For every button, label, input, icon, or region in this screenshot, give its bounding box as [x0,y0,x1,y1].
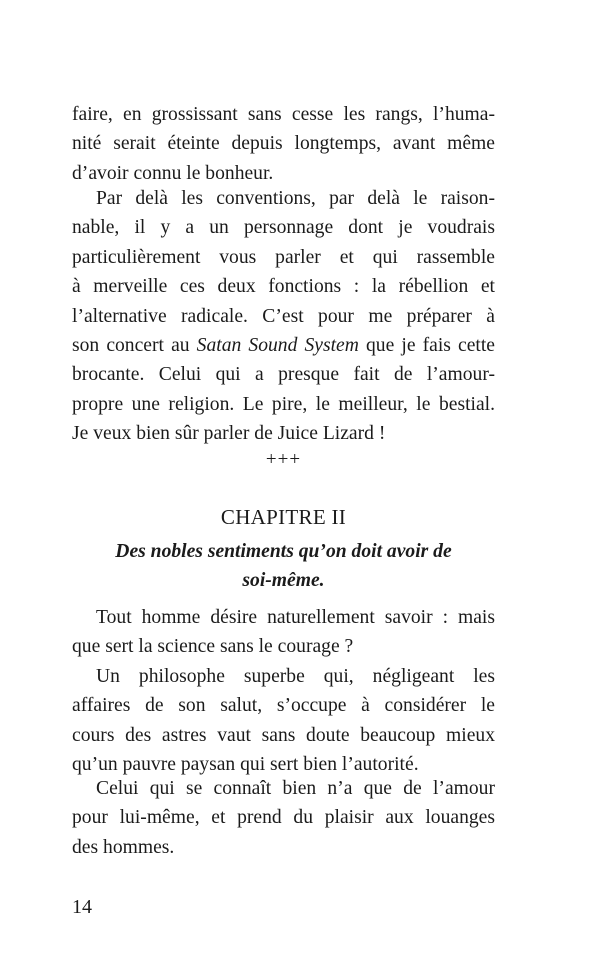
page-number: 14 [72,896,92,918]
text-line: Un philosophe superbe qui, négligeant les [96,666,495,687]
paragraph-amour [72,774,495,862]
subtitle-line: Des nobles sentiments qu’on doit avoir de [115,541,452,562]
chapter-title: CHAPITRE II [220,505,347,529]
subtitle-line: soi-même. [242,570,325,592]
text-line: Je veux bien sûr parler de Juice Lizard ! [72,423,386,445]
text-line: Celui qui se connaît bien n’a que de l’amour [96,778,495,799]
text-fragment: son concert au [72,335,197,357]
text-line-mixed [72,331,495,360]
section-separator: +++ [265,449,302,470]
text-line: qu’un pauvre paysan qui sert bien l’autorité. [72,754,419,776]
text-line: des hommes. [72,836,175,858]
italic-title: Satan Sound System [196,335,359,357]
text-fragment: que je fais cette [358,335,496,357]
text-line: propre une religion. Le pire, le meilleur, le bestial. [72,393,495,415]
text-line: d’avoir connu le bonheur. [72,162,274,184]
text-line: Tout homme désire naturellement savoir : mais [96,607,495,628]
text-line: cours des astres vaut sans doute beaucoup mieux [72,724,495,746]
paragraph-philosophe [72,662,495,780]
paragraph-savoir [72,603,495,662]
intro-paragraph [72,100,495,188]
paragraph-juice-lizard [72,184,495,449]
text-line: pour lui-même, et prend du plaisir aux louanges [72,807,495,829]
text-line: l’alternative radicale. C’est pour me préparer à [72,305,495,327]
chapter-subtitle [72,537,495,596]
text-line: affaires de son salut, s’occupe à considérer le [72,695,495,717]
text-line: faire, en grossissant sans cesse les rangs, l’huma- [72,104,495,125]
text-line: brocante. Celui qui a presque fait de l’amour- [72,364,495,386]
text-line: à merveille ces deux fonctions : la rébellion et [72,276,495,298]
text-line: que sert la science sans le courage ? [72,636,354,658]
text-line: nité serait éteinte depuis longtemps, avant même [72,133,495,155]
text-line: nable, il y a un personnage dont je voudrais [72,217,495,239]
text-line: particulièrement vous parler et qui rassemble [72,246,495,268]
text-line: Par delà les conventions, par delà le raison- [96,188,495,209]
